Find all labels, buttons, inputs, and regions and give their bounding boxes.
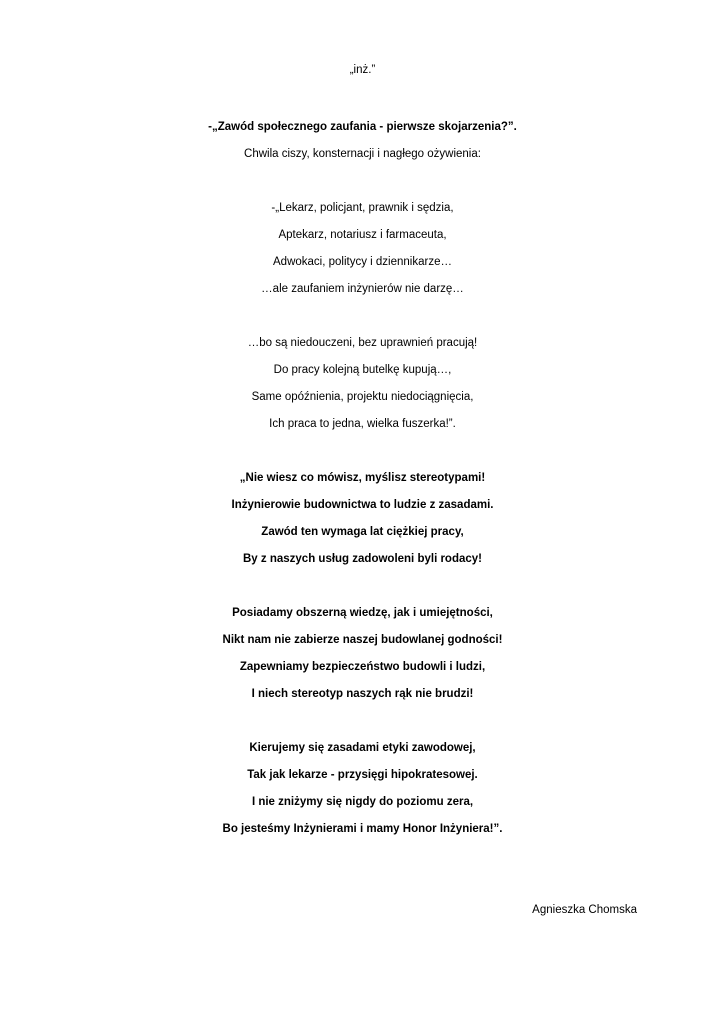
stanza3-line: „Nie wiesz co mówisz, myślisz stereotypami!	[239, 472, 486, 484]
stanza3-line: By z naszych usług zadowoleni byli rodacy!	[243, 553, 482, 565]
stanza4-line: Posiadamy obszerną wiedzę, jak i umiejętności,	[232, 607, 493, 619]
stanza3-line: Zawód ten wymaga lat ciężkiej pracy,	[261, 526, 464, 538]
stanza5-line: I nie zniżymy się nigdy do poziomu zera,	[251, 796, 474, 808]
stanza4-line: Nikt nam nie zabierze naszej budowlanej godności!	[222, 634, 503, 646]
stanza2-line: Same opóźnienia, projektu niedociągnięcia,	[251, 391, 474, 403]
stanza1-line: Adwokaci, politycy i dziennikarze…	[273, 256, 452, 268]
stanza1-line: -„Lekarz, policjant, prawnik i sędzia,	[271, 202, 454, 214]
stanza5-line: Bo jesteśmy Inżynierami i mamy Honor Inżyniera!”.	[222, 823, 503, 835]
opening-question: -„Zawód społecznego zaufania - pierwsze skojarzenia?”.	[208, 121, 517, 133]
stanza2-line: …bo są niedouczeni, bez uprawnień pracują!	[247, 337, 478, 349]
stanza4-line: Zapewniamy bezpieczeństwo budowli i ludzi,	[239, 661, 486, 673]
author-signature: Agnieszka Chomska	[532, 904, 637, 916]
intro-line: Chwila ciszy, konsternacji i nagłego ożywienia:	[244, 148, 481, 160]
stanza5-line: Tak jak lekarze - przysięgi hipokratesowej.	[247, 769, 478, 781]
stanza3-line: Inżynierowie budownictwa to ludzie z zasadami.	[231, 499, 494, 511]
stanza1-line: Aptekarz, notariusz i farmaceuta,	[278, 229, 447, 241]
stanza4-line: I niech stereotyp naszych rąk nie brudzi!	[251, 688, 474, 700]
stanza5-line: Kierujemy się zasadami etyki zawodowej,	[249, 742, 476, 754]
poem-title: „inż.”	[349, 64, 376, 76]
stanza1-line: …ale zaufaniem inżynierów nie darzę…	[261, 283, 464, 295]
stanza2-line: Ich praca to jedna, wielka fuszerka!”.	[269, 418, 456, 430]
stanza2-line: Do pracy kolejną butelkę kupują…,	[273, 364, 452, 376]
